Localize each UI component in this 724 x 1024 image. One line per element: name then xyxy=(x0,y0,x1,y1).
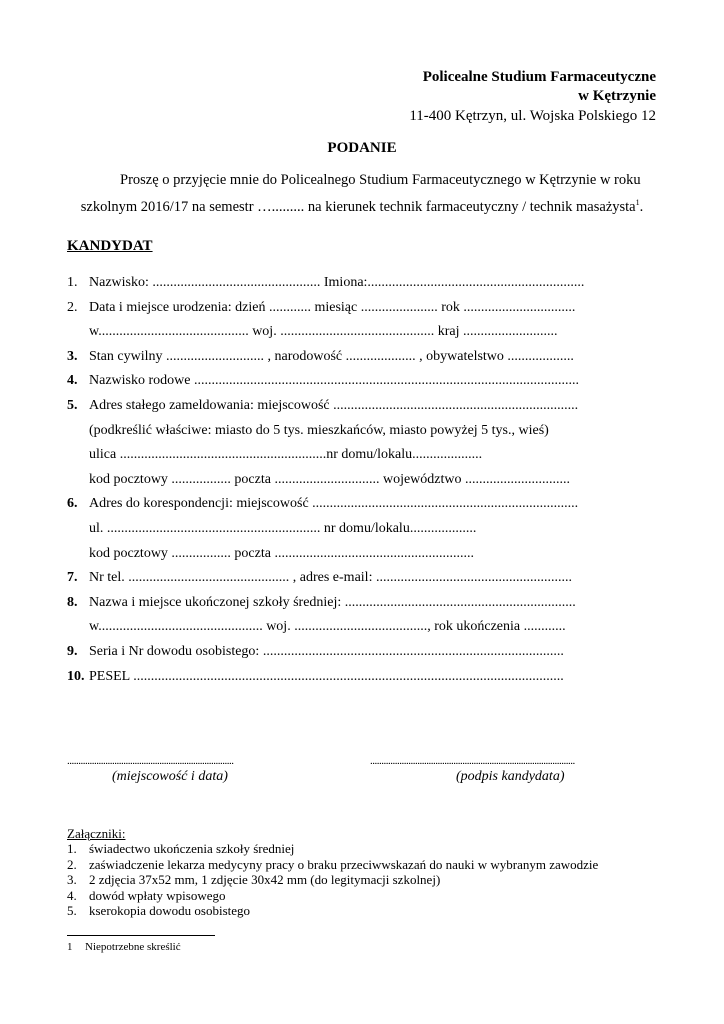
form-field-line xyxy=(67,419,667,444)
footnote-mark: 1 xyxy=(635,198,640,207)
field-text: Nazwisko: ................................................ Imiona:.............................................................. xyxy=(89,275,585,290)
request-line-2-end: . xyxy=(639,198,644,215)
attachments xyxy=(67,826,598,918)
form-field-line xyxy=(67,443,667,468)
footnote xyxy=(67,941,181,953)
institution-header xyxy=(409,68,656,126)
field-number: 7. xyxy=(67,570,78,586)
footnote-number: 1 xyxy=(67,941,73,953)
signature-line: ........................................................................................... xyxy=(370,755,575,767)
field-text: Data i miejsce urodzenia: dzień ............ miesiąc ...................... rok ................................ xyxy=(89,299,576,315)
attachment-item xyxy=(67,872,598,887)
institution-address: 11-400 Kętrzyn, ul. Wojska Polskiego 12 xyxy=(409,108,656,124)
request-line-2-text: szkolnym 2016/17 na semestr …......... na kierunek technik farmaceutyczny / technik masażysta xyxy=(80,198,636,215)
request-line-2 xyxy=(67,198,657,216)
field-text: Adres do korespondencji: miejscowość ............................................................................ xyxy=(89,496,579,512)
attachment-text: kserokopia dowodu osobistego xyxy=(89,903,251,919)
form-field-line xyxy=(67,640,667,665)
attachment-text: świadectwo ukończenia szkoły średniej xyxy=(89,841,295,857)
field-text: (podkreślić właściwe: miasto do 5 tys. mieszkańców, miasto powyżej 5 tys., wieś) xyxy=(89,422,549,438)
attachment-item xyxy=(67,903,598,918)
form-field-line xyxy=(67,369,667,394)
signature-area xyxy=(67,755,587,795)
field-number: 5. xyxy=(67,397,78,413)
attachment-number: 1. xyxy=(67,841,77,857)
institution-name-line1: Policealne Studium Farmaceutyczne xyxy=(422,69,656,85)
form-field-line xyxy=(67,296,667,321)
form-field-line xyxy=(67,615,667,640)
section-heading-candidate: KANDYDAT xyxy=(67,238,153,254)
attachment-item xyxy=(67,888,598,903)
footnote-divider xyxy=(67,935,215,936)
form-field-line xyxy=(67,566,667,591)
form-field-line xyxy=(67,394,667,419)
field-text: Adres stałego zameldowania: miejscowość ...................................................................... xyxy=(89,397,579,413)
field-text: ul. ............................................................. nr domu/lokalu................... xyxy=(89,520,477,536)
request-line-1: Proszę o przyjęcie mnie do Policealnego Studium Farmaceutycznego w Kętrzynie w roku xyxy=(120,172,641,188)
signature-caption: (podpis kandydata) xyxy=(456,769,565,784)
attachment-number: 2. xyxy=(67,856,77,872)
place-date-caption: (miejscowość i data) xyxy=(112,769,228,784)
field-text: Nazwisko rodowe .............................................................................................................. xyxy=(89,373,579,389)
form-field-line xyxy=(67,492,667,517)
field-number: 2. xyxy=(67,299,78,315)
field-text: Nr tel. .............................................. , adres e-mail: ........................................................ xyxy=(89,570,572,586)
field-number: 3. xyxy=(67,348,78,364)
form-field-line xyxy=(67,665,667,690)
attachment-number: 4. xyxy=(67,887,77,903)
field-text: PESEL ........................................................................................................................... xyxy=(89,668,564,684)
form-field-line xyxy=(67,542,667,567)
form-field-line xyxy=(67,345,667,370)
footnote-text: Niepotrzebne skreślić xyxy=(85,941,181,953)
field-number: 8. xyxy=(67,594,78,610)
field-number: 9. xyxy=(67,643,78,659)
attachments-list xyxy=(67,841,598,918)
field-text: Seria i Nr dowodu osobistego: ...................................................................................... xyxy=(89,643,564,659)
field-text: w............................................... woj. ......................................, rok ukończenia ............ xyxy=(89,619,566,635)
field-number: 4. xyxy=(67,373,78,389)
form-field-line xyxy=(67,517,667,542)
field-text: kod pocztowy ................. poczta .............................. województwo .............................. xyxy=(89,471,570,487)
attachment-item xyxy=(67,841,598,856)
field-text: ulica ...........................................................nr domu/lokalu.................... xyxy=(89,447,483,463)
attachments-heading: Załączniki: xyxy=(67,826,126,841)
candidate-fields xyxy=(67,271,667,689)
field-number: 6. xyxy=(67,496,78,512)
field-number: 1. xyxy=(67,275,78,290)
form-field-line xyxy=(67,271,667,296)
field-text: kod pocztowy ................. poczta ......................................................... xyxy=(89,545,474,561)
document-title: PODANIE xyxy=(327,140,397,156)
attachment-number: 5. xyxy=(67,903,77,919)
attachment-text: 2 zdjęcia 37x52 mm, 1 zdjęcie 30x42 mm (do legitymacji szkolnej) xyxy=(89,872,441,888)
institution-name-line2: w Kętrzynie xyxy=(578,88,656,104)
field-text: w........................................... woj. ............................................ kraj ........................... xyxy=(89,324,558,340)
form-field-line xyxy=(67,468,667,493)
attachment-item xyxy=(67,857,598,872)
form-field-line xyxy=(67,591,667,616)
attachment-number: 3. xyxy=(67,872,77,888)
form-field-line xyxy=(67,320,667,345)
place-date-line: .......................................................................... xyxy=(67,755,234,767)
attachment-text: zaświadczenie lekarza medycyny pracy o braku przeciwwskazań do nauki w wybranym zawodzie xyxy=(89,856,599,872)
field-text: Stan cywilny ............................ , narodowość .................... , obywatelstwo ................... xyxy=(89,348,574,364)
attachment-text: dowód wpłaty wpisowego xyxy=(89,887,226,903)
field-number: 10. xyxy=(67,668,85,684)
field-text: Nazwa i miejsce ukończonej szkoły średniej: .................................................................. xyxy=(89,594,576,610)
